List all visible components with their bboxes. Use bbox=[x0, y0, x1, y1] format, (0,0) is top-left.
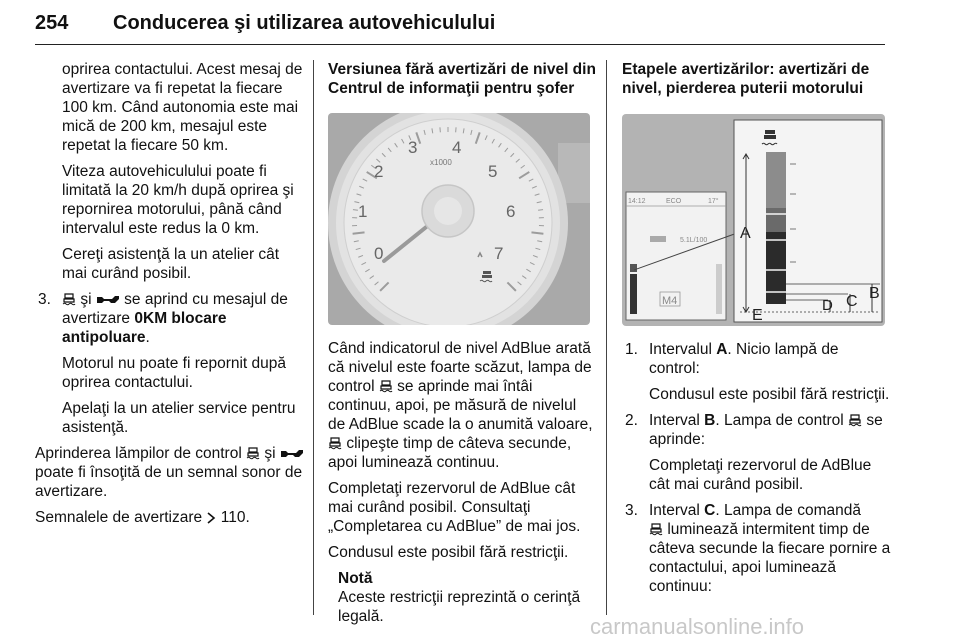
display-temperature: 17° bbox=[708, 198, 719, 205]
list-item: 1. Intervalul A. Nicio lampă de control: Condusul este posibil fără restricţii. bbox=[622, 340, 892, 404]
column-divider bbox=[313, 60, 314, 615]
gauge-tick-label: 1 bbox=[358, 202, 368, 221]
wrench-icon bbox=[96, 294, 120, 306]
column-divider bbox=[606, 60, 607, 615]
adblue-icon bbox=[328, 436, 342, 450]
item-number: 2. bbox=[625, 412, 638, 429]
list-item-detail: Completaţi rezervorul de AdBlue cât mai curând posibil. bbox=[649, 457, 872, 493]
watermark: carmanualsonline.info bbox=[590, 614, 805, 639]
interval-label: B bbox=[704, 412, 716, 429]
page-reference[interactable]: 110. bbox=[220, 509, 250, 526]
adblue-icon bbox=[62, 292, 76, 306]
column-middle bbox=[328, 60, 596, 626]
list-item: 3. şi se aprind cu mesajul de avertizare 0KM blocare antipoluare. bbox=[38, 291, 288, 346]
list-item: 2. Interval B. Lampa de control se aprinde: Completaţi rezervorul de AdBlue cât mai curând posibil. bbox=[622, 411, 892, 494]
display-mode: ECO bbox=[666, 198, 682, 205]
paragraph: Când indicatorul de nivel AdBlue arată că nivelul este foarte scăzut, lampa de control se aprinde mai întâi continuu, apoi, pe măsură de nivelul de AdBlue scade la o anumită valoare, clipeşte timp de câteva secunde, apoi luminează continuu. bbox=[328, 340, 593, 471]
interval-label-e: E bbox=[752, 307, 763, 324]
wrench-icon bbox=[280, 448, 304, 460]
adblue-icon bbox=[649, 522, 663, 536]
column-right bbox=[622, 60, 892, 603]
interval-label: A bbox=[716, 341, 728, 358]
interval-label-c: C bbox=[846, 293, 858, 310]
interval-label: C bbox=[704, 502, 716, 519]
note-heading: Notă bbox=[338, 570, 373, 587]
display-time: 14:12 bbox=[628, 198, 646, 205]
warning-message: 0KM blocare antipoluare bbox=[62, 310, 227, 346]
gauge-tick-mark bbox=[531, 232, 543, 233]
page-title: Conducerea şi utilizarea autovehiculului bbox=[113, 12, 496, 34]
gauge-tick-label: 5 bbox=[488, 162, 498, 181]
paragraph: Viteza autovehiculului poate fi limitată la 20 km/h după oprirea şi repornirea motorului, până când intervalul este redus la 0 km. bbox=[62, 163, 294, 237]
note-text: Aceste restricţii reprezintă o cerinţă legală. bbox=[338, 589, 581, 625]
display-gear: M4 bbox=[662, 295, 678, 307]
interval-label-d: D bbox=[822, 297, 833, 314]
adblue-icon bbox=[379, 379, 393, 393]
gauge-tick-mark bbox=[353, 232, 365, 233]
paragraph: Condusul este posibil fără restricţii. bbox=[328, 544, 569, 561]
gauge-tick-label: 3 bbox=[408, 138, 418, 157]
column-left bbox=[35, 60, 305, 534]
detail-panel bbox=[734, 120, 882, 322]
paragraph: Apelaţi la un atelier service pentru asistenţă. bbox=[62, 400, 296, 436]
paragraph: Cereţi asistenţă la un atelier cât mai curând posibil. bbox=[62, 246, 280, 282]
paragraph: Completaţi rezervorul de AdBlue cât mai curând posibil. Consultaţi „Completarea cu AdBlue” de mai jos. bbox=[328, 480, 581, 535]
item-number: 1. bbox=[625, 341, 638, 358]
paragraph: Motorul nu poate fi repornit după oprirea contactului. bbox=[62, 355, 287, 391]
list-item-detail: Condusul este posibil fără restricţii. bbox=[649, 386, 890, 403]
paragraph: Semnalele de avertizare 110. bbox=[35, 509, 250, 526]
interval-label-a: A bbox=[740, 225, 751, 242]
list-item-detail: luminează intermitent timp de câteva secunde la fiecare pornire a contactului, apoi luminează continuu: bbox=[649, 521, 891, 595]
gauge-tick-label: 2 bbox=[374, 162, 384, 181]
section-heading: Etapele avertizărilor: avertizări de nivel, pierderea puterii motorului bbox=[622, 61, 870, 97]
item-number: 3. bbox=[38, 291, 51, 308]
gauge-tick-label: 4 bbox=[452, 138, 462, 157]
page-number: 254 bbox=[35, 12, 69, 34]
gauge-tick-mark bbox=[538, 210, 543, 211]
list-item: 3. Interval C. Lampa de comandă luminează intermitent timp de câteva secunde la fiecare pornire a contactului, apoi luminează continuu: bbox=[625, 502, 891, 595]
paragraph: Aprinderea lămpilor de control şi poate fi însoţită de un semnal sonor de avertizare. bbox=[35, 445, 303, 500]
page-header bbox=[35, 4, 885, 45]
adblue-stages-diagram bbox=[622, 114, 885, 326]
gauge-tick-label: 0 bbox=[374, 244, 384, 263]
adblue-icon bbox=[246, 446, 260, 460]
section-heading: Versiunea fără avertizări de nivel din Centrul de informaţii pentru şofer bbox=[328, 61, 596, 97]
gauge-tick-label: 6 bbox=[506, 202, 516, 221]
gauge-unit-label: x1000 bbox=[430, 158, 452, 167]
tachometer-image bbox=[328, 113, 590, 325]
display-consumption: 5.1L/100 bbox=[680, 237, 708, 244]
paragraph: oprirea contactului. Acest mesaj de avertizare va fi repetat la fiecare 100 km. Când autonomia este mai mică de 200 km, mesajul este repetat la fiecare 50 km. bbox=[62, 61, 303, 154]
interval-label-b: B bbox=[869, 285, 880, 302]
gauge-tick-label: 7 bbox=[494, 244, 504, 263]
item-number: 3. bbox=[625, 502, 638, 519]
adblue-icon bbox=[848, 413, 862, 427]
page-reference-icon bbox=[206, 512, 216, 524]
